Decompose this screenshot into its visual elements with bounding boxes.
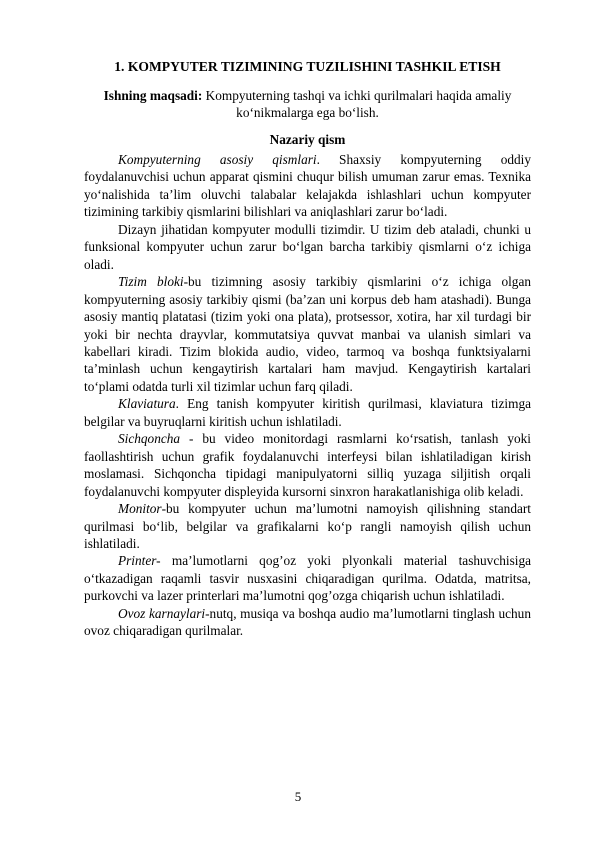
paragraph-text: Dizayn jihatidan kompyuter modulli tizimdir. U tizim deb ataladi, chunki u funksional kompyuter uchun zarur bo‘lgan barcha tarkibiy qismlarni o‘z ichiga oladi. xyxy=(84,221,531,272)
paragraph-mouse xyxy=(84,430,531,500)
paragraph-text: -nutq, musiqa va boshqa audio ma’lumotlarni tinglash uchun ovoz chiqaradigan qurilmalar. xyxy=(84,605,531,639)
purpose-text: Kompyuterning tashqi va ichki qurilmalari haqida amaliy ko‘nikmalarga ega bo‘lish. xyxy=(202,88,512,120)
paragraph-text: - bu video monitordagi rasmlarni ko‘rsatish, tanlash yoki faollashtirish uchun grafik foydalanuvchi interfeysi bilan ishlatiladigan kirish moslamasi. Sichqoncha tipidagi manipulyatorni silliq yuzaga siljitish orqali foydalanuvchi kompyuter displeyida kursorni sinxron harakatlanishiga olib keladi. xyxy=(84,431,531,499)
paragraph-text: . Shaxsiy kompyuterning oddiy foydalanuvchisi uchun apparat qismini chuqur bilish umuman zarur emas. Texnika yo‘nalishida ta’lim oluvchi talabalar kelajakda ishlashlari uchun kompyuter tizimining tarkibiy qismlarini bilishlari va aniqlashlari zarur bo‘ladi. xyxy=(84,152,531,220)
paragraph-text: -bu tizimning asosiy tarkibiy qismlarini o‘z ichiga olgan kompyuterning asosiy tarkibiy qismi (ba’zan uni korpus deb ham atashadi). Bunga asosiy mantiq platatasi (tizim yoki ona plata), protsessor, xotira, har xil turdagi bir yoki bir nechta drayvlar, kommutatsiya quvvat manbai va ulanish simlari va kabellari kiradi. Tizim blokida audio, video, tarmoq va boshqa funktsiyalarni ta’minlash uchun kengaytirish kartalari ham mavjud. Kengaytirish kartalari to‘plami odatda turli xil tizimlar uchun farq qiladi. xyxy=(84,274,531,394)
paragraph-speakers xyxy=(84,605,531,640)
term-mouse: Sichqoncha xyxy=(118,431,181,447)
paragraph-text: . Eng tanish kompyuter kiritish qurilmasi, klaviatura tizimga belgilar va buyruqlarni kiritish uchun ishlatiladi. xyxy=(84,396,531,429)
term-system-unit: Tizim bloki xyxy=(118,274,184,290)
paragraph-printer xyxy=(84,552,531,604)
term-speakers: Ovoz karnaylari xyxy=(118,605,206,621)
term-printer: Printer- xyxy=(118,553,161,569)
section-title: Nazariy qism xyxy=(269,132,346,147)
paragraph-system-unit xyxy=(84,273,531,395)
paragraph-keyboard xyxy=(84,395,531,430)
paragraph-monitor xyxy=(84,500,531,552)
paragraph-text: -bu kompyuter uchun ma’lumotni namoyish qilishning standart qurilmasi bo‘lib, belgilar va grafikalarni ko‘p rangli namoyish qilish uchun ishlatiladi. xyxy=(84,501,531,551)
document-page xyxy=(84,58,531,640)
purpose-statement xyxy=(84,87,531,121)
page-title: 1. KOMPYUTER TIZIMINING TUZILISHINI TASHKIL ETISH xyxy=(114,59,501,74)
page-number: 5 xyxy=(294,789,302,804)
term-keyboard: Klaviatura xyxy=(118,396,176,412)
term-monitor: Monitor xyxy=(118,501,162,517)
term-main-parts: Kompyuterning asosiy qismlari xyxy=(118,152,317,167)
paragraph-design xyxy=(84,221,531,273)
paragraph-main-parts xyxy=(84,151,531,221)
purpose-label: Ishning maqsadi: xyxy=(103,88,203,103)
paragraph-text: ma’lumotlarni qog’oz yoki plyonkali material tashuvchisiga o‘tkazadigan raqamli tasvir nusxasini chiqaradigan qurilma. Odatda, matritsa, purkovchi va lazer printerlari ma’lumotni qog’ozga chiqarish uchun ishlatiladi. xyxy=(84,553,531,604)
